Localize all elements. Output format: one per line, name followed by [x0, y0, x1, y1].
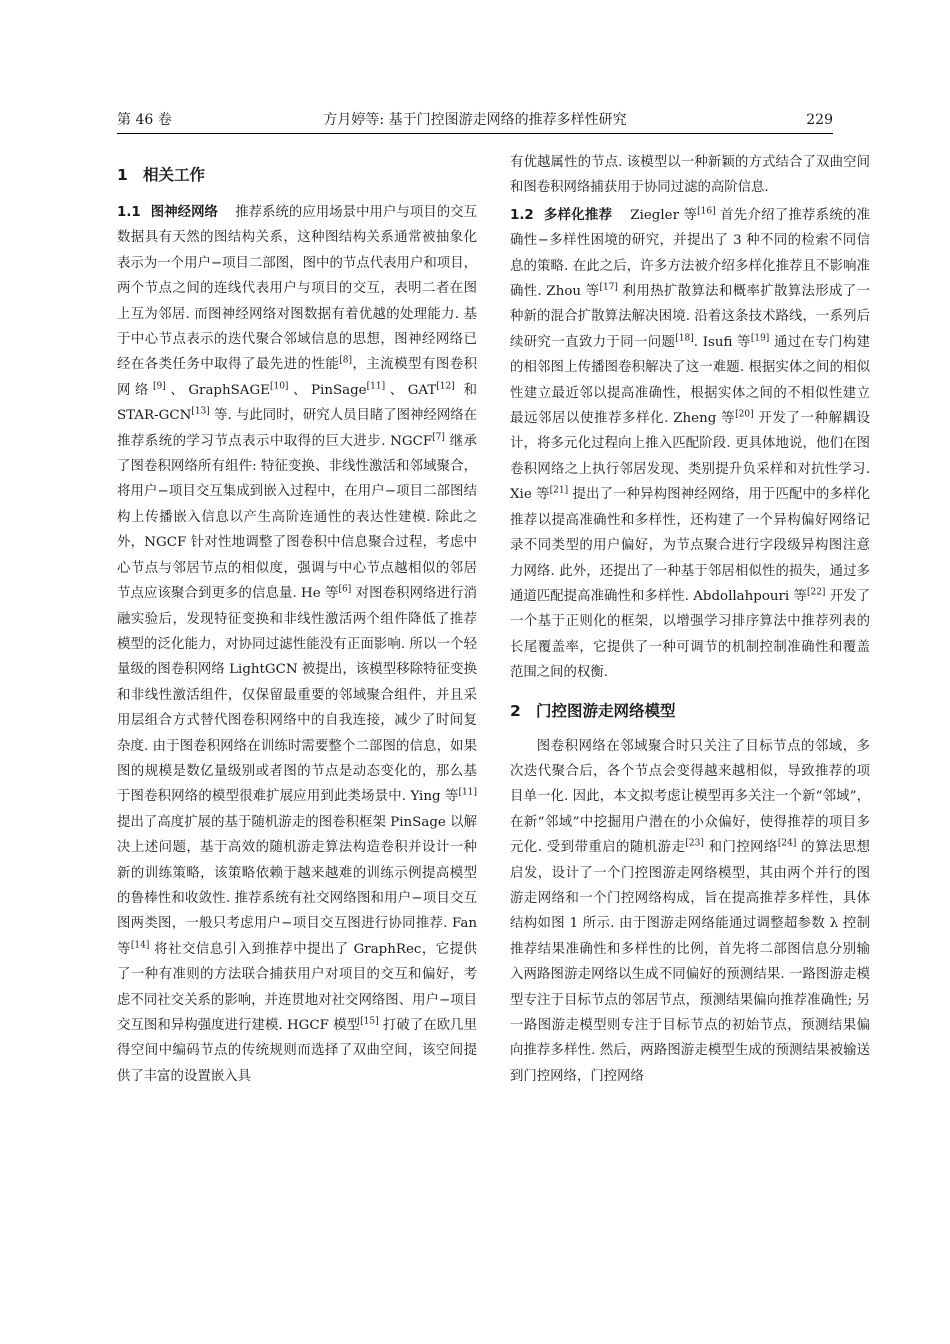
section-number: 1	[117, 166, 128, 184]
subsection-1-1-heading	[117, 205, 218, 220]
citation-ref: [18]	[675, 333, 694, 344]
paragraph-text: Ziegler 等[16] 首先介绍了推荐系统的准确性−多样性困境的研究，并提出了 3 种不同的检索不同信息的策略. 在此之后，许多方法被介绍多样化推荐且不影响准确性. Zhou 等[17] 利用热扩散算法和概率扩散算法形成了一种新的混合扩散算法解决困境. 沿着这条技术路线，一系列后续研究一直致力于同一问题[18]. Isufi 等[19] 通过在专门构建的相邻图上传播图卷积解决了这一难题. 根据实体之间的相似性建立最近邻以提高准确性，根据实体之间的不相似性建立最远邻居以使推荐多样化. Zheng 等[20] 开发了一种解耦设计，将多元化过程向上推入匹配阶段. 更具体地说，他们在图卷积网络之上执行邻居发现、类别提升负采样和对抗性学习. Xie 等[21] 提出了一种异构图神经网络，用于匹配中的多样化推荐以提高准确性和多样性，还构建了一个异构偏好网络记录不同类型的用户偏好，为节点聚合进行字段级异构图注意力网络. 此外，还提出了一种基于邻居相似性的损失，通过多通道匹配提高准确性和多样性. Abdollahpouri 等[22] 开发了一个基于正则化的框架，以增强学习排序算法中推荐列表的长尾覆盖率，它提供了一种可调节的机制控制准确性和覆盖范围之间的权衡.	[510, 206, 871, 681]
paragraph-continued: 有优越属性的节点. 该模型以一种新颖的方式结合了双曲空间和图卷积网络捕获用于协同过滤的高阶信息.	[510, 155, 870, 196]
paragraph-text: 推荐系统的应用场景中用户与项目的交互数据具有天然的图结构关系，这种图结构关系通常被抽象化表示为一个用户−项目二部图，图中的节点代表用户和项目，两个节点之间的连线代表用户与项目的交互，表明二者在图上互为邻居. 而图神经网络对图数据有着优越的处理能力. 基于中心节点表示的迭代聚合邻域信息的思想，图神经网络已经在各类任务中取得了最先进的性能[8]，主流模型有图卷积网络[9]、GraphSAGE[10]、PinSage[11]、GAT[12] 和 STAR-GCN[13] 等. 与此同时，研究人员目睹了图神经网络在推荐系统的学习节点表示中取得的巨大进步. NGCF[7] 继承了图卷积网络所有组件: 特征变换、非线性激活和邻域聚合，将用户−项目交互集成到嵌入过程中，在用户−项目二部图结构上传播嵌入信息以产生高阶连通性的表达性建模. 除此之外，NGCF 针对性地调整了图卷积中信息聚合过程，考虑中心节点与邻居节点的相似度，强调与中心节点越相似的邻居节点应该聚合到更多的信息量. He 等[6] 对图卷积网络进行消融实验后，发现特征变换和非线性激活两个组件降低了推荐模型的泛化能力，对协同过滤性能没有正面影响. 所以一个轻量级的图卷积网络 LightGCN 被提出，该模型移除特征变换和非线性激活组件，仅保留最重要的邻域聚合组件，并且采用层组合方式替代图卷积网络中的自我连接，减少了时间复杂度. 由于图卷积网络在训练时需要整个二部图的信息，如果图的规模是数亿量级别或者图的节点是动态变化的，那么基于图卷积网络的模型很难扩展应用到此类场景中. Ying 等[11] 提出了高度扩展的基于随机游走的图卷积框架 PinSage 以解决上述问题，基于高效的随机游走算法构造卷积并设计一种新的训练策略，该策略依赖于越来越难的训练示例提高模型的鲁棒性和收敛性. 推荐系统有社交网络图和用户−项目交互图两类图，一般只考虑用户−项目交互图进行协同推荐. Fan 等[14] 将社交信息引入到推荐中提出了 GraphRec，它提供了一种有准则的方法联合捕获用户对项目的交互和偏好，考虑不同社交关系的影响，并连贯地对社交网络图、用户−项目交互图和异构强度进行建模. HGCF 模型[15] 打破了在欧几里得空间中编码节点的传统规则而选择了双曲空间，该空间提供了丰富的设置嵌入具	[117, 205, 478, 1084]
section-number: 2	[510, 701, 521, 720]
citation-ref: [22]	[806, 587, 826, 598]
citation-ref: [21]	[549, 485, 569, 496]
subsection-number: 1.1	[117, 205, 141, 220]
citation-ref: [9]	[153, 381, 166, 392]
paragraph-2	[510, 734, 870, 1090]
subsection-1-2-heading	[510, 208, 612, 223]
running-title: 方月婷等: 基于门控图游走网络的推荐多样性研究	[323, 112, 627, 128]
citation-ref: [12]	[436, 381, 455, 392]
citation-ref: [19]	[750, 333, 770, 344]
volume-label: 第 46 卷	[117, 112, 172, 128]
citation-ref: [24]	[777, 838, 797, 849]
right-column	[510, 150, 870, 1089]
citation-ref: [7]	[432, 432, 445, 443]
paragraph-1-1	[117, 200, 477, 1089]
subsection-title: 多样化推荐	[543, 207, 613, 223]
left-column	[117, 150, 477, 1089]
paragraph-text: 图卷积网络在邻域聚合时只关注了目标节点的邻域，多次迭代聚合后，各个节点会变得越来越相似，导致推荐的项目单一化. 因此，本文拟考虑让模型再多关注一个新“邻域”，在新“邻域”中挖掘用户潜在的小众偏好，使得推荐的项目多元化. 受到带重启的随机游走[23] 和门控网络[24] 的算法思想启发，设计了一个门控图游走网络模型，其由两个并行的图游走网络和一个门控网络构成，旨在提高推荐多样性，具体结构如图 1 所示. 由于图游走网络能通过调整超参数 λ 控制推荐结果准确性和多样性的比例，首先将二部图信息分别输入两路图游走网络以生成不同偏好的预测结果. 一路图游走模型专注于目标节点的邻居节点，预测结果偏向推荐准确性; 另一路图游走模型则专注于目标节点的初始节点，预测结果偏向推荐多样性. 然后，两路图游走模型生成的预测结果被输送到门控网络，门控网络	[510, 738, 870, 1084]
citation-ref: [14]	[130, 940, 150, 951]
citation-ref: [20]	[735, 409, 754, 420]
subsection-number: 1.2	[510, 207, 534, 223]
citation-ref: [17]	[599, 282, 618, 293]
paragraph-1-2	[510, 203, 870, 686]
citation-ref: [10]	[269, 381, 289, 392]
section-title: 门控图游走网络模型	[536, 701, 676, 720]
section-1-heading	[117, 160, 477, 190]
section-2-heading	[510, 696, 870, 726]
section-title: 相关工作	[143, 166, 206, 184]
citation-ref: [11]	[366, 381, 386, 392]
citation-ref: [6]	[338, 584, 352, 595]
citation-ref: [15]	[360, 1016, 379, 1027]
citation-ref: [13]	[191, 406, 210, 417]
citation-ref: [16]	[697, 206, 716, 217]
citation-ref: [8]	[339, 355, 352, 366]
citation-ref: [23]	[685, 838, 704, 849]
page-number: 229	[806, 112, 833, 128]
running-header	[117, 108, 833, 132]
header-rule	[117, 133, 833, 134]
citation-ref: [11]	[458, 787, 477, 798]
subsection-title: 图神经网络	[150, 205, 218, 220]
